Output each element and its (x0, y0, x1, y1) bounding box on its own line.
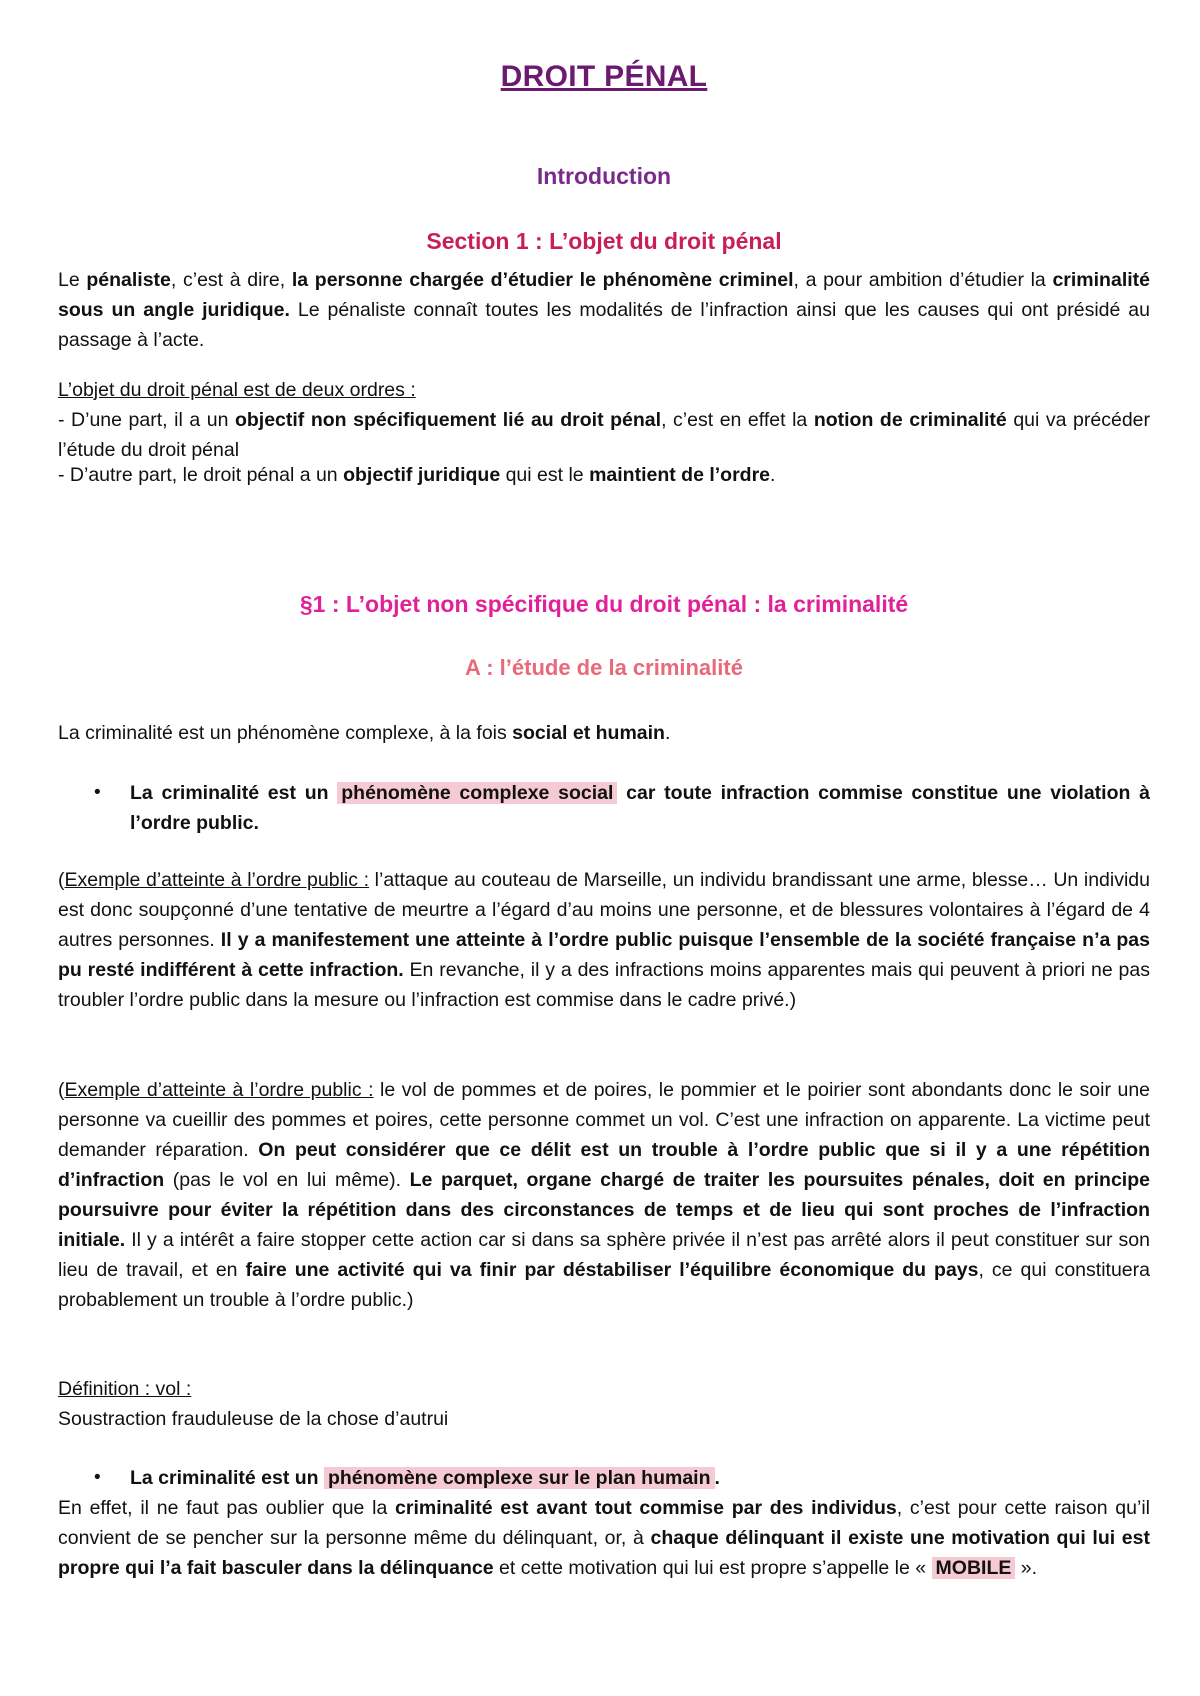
objet-line-1: - D’une part, il a un objectif non spécifiquement lié au droit pénal, c’est en effet la notion de criminalité qui va précéder l’étude du droit pénal (58, 409, 1150, 461)
subsection-a-heading: A : l’étude de la criminalité (465, 655, 743, 680)
document-page (58, 0, 1150, 1696)
definition-label: Définition : vol : (58, 1378, 192, 1400)
paragraph-1-heading: §1 : L’objet non spécifique du droit pénal : la criminalité (299, 591, 909, 617)
example-vol-pommes: (Exemple d’atteinte à l’ordre public : le vol de pommes et de poires, le pommier et le poirier sont abondants donc le soir une personne va cueillir des pommes et poires, cette personne commet un vol. C’est une infraction on apparente. La victime peut demander réparation. On peut considérer que ce délit est un trouble à l’ordre public que si il y a une répétition d’infraction (pas le vol en lui même). Le parquet, organe chargé de traiter les poursuites pénales, doit en principe poursuivre pour éviter la répétition dans des circonstances de temps et de lieu qui sont proches de l’infraction initiale. Il y a intérêt a faire stopper cette action car si dans sa sphère privée il n’est pas arrêté alors il peut constituer sur son lieu de travail, et en faire une activité qui va finir par déstabiliser l’équilibre économique du pays, ce qui constituera probablement un trouble à l’ordre public.) (58, 1079, 1151, 1311)
bullet-mark: • (94, 1467, 101, 1488)
introduction-heading: Introduction (536, 163, 672, 189)
mobile-paragraph: En effet, il ne faut pas oublier que la criminalité est avant tout commise par des individus, c’est pour cette raison qu’il convient de se pencher sur la personne même du délinquant, or, à chaque délinquant il existe une motivation qui lui est propre qui l’a fait basculer dans la délinquance et cette motivation qui lui est propre s’appelle le « MOBILE ». (58, 1497, 1150, 1579)
bullet-mark: • (94, 782, 101, 803)
bullet-humain: La criminalité est un phénomène complexe sur le plan humain . (130, 1467, 720, 1489)
objet-line-2: - D’autre part, le droit pénal a un objectif juridique qui est le maintient de l’ordre. (58, 464, 776, 486)
bullet-social: La criminalité est un phénomène complexe social car toute infraction commise constitue une violation à l’ordre public. (130, 782, 1150, 834)
highlight-humain: phénomène complexe sur le plan humain (324, 1467, 715, 1489)
penaliste-paragraph: Le pénaliste, c’est à dire, la personne chargée d’étudier le phénomène criminel, a pour ambition d’étudier la criminalité sous un angle juridique. Le pénaliste connaît toutes les modalités de l’infraction ainsi que les causes qui ont présidé au passage à l’acte. (58, 269, 1150, 351)
criminalite-intro: La criminalité est un phénomène complexe, à la fois social et humain. (58, 722, 671, 744)
highlight-social: phénomène complexe social (337, 782, 617, 804)
example-marseille: (Exemple d’atteinte à l’ordre public : l’attaque au couteau de Marseille, un individu brandissant une arme, blesse… Un individu est donc soupçonné d’une tentative de meurtre a l’égard d’au moins une personne, et de blessures volontaires à l’égard de 4 autres personnes. Il y a manifestement une atteinte à l’ordre public puisque l’ensemble de la société française n’a pas pu resté indifférent à cette infraction. En revanche, il y a des infractions moins apparentes mais qui peuvent à priori ne pas troubler l’ordre public dans la mesure ou l’infraction est commise dans le cadre privé.) (58, 869, 1151, 1011)
definition-text: Soustraction frauduleuse de la chose d’autrui (58, 1408, 449, 1430)
document-title: DROIT PÉNAL (500, 60, 708, 93)
objet-heading: L’objet du droit pénal est de deux ordres : (58, 379, 416, 401)
section-1-heading: Section 1 : L’objet du droit pénal (426, 228, 782, 254)
highlight-mobile: MOBILE (932, 1557, 1016, 1579)
